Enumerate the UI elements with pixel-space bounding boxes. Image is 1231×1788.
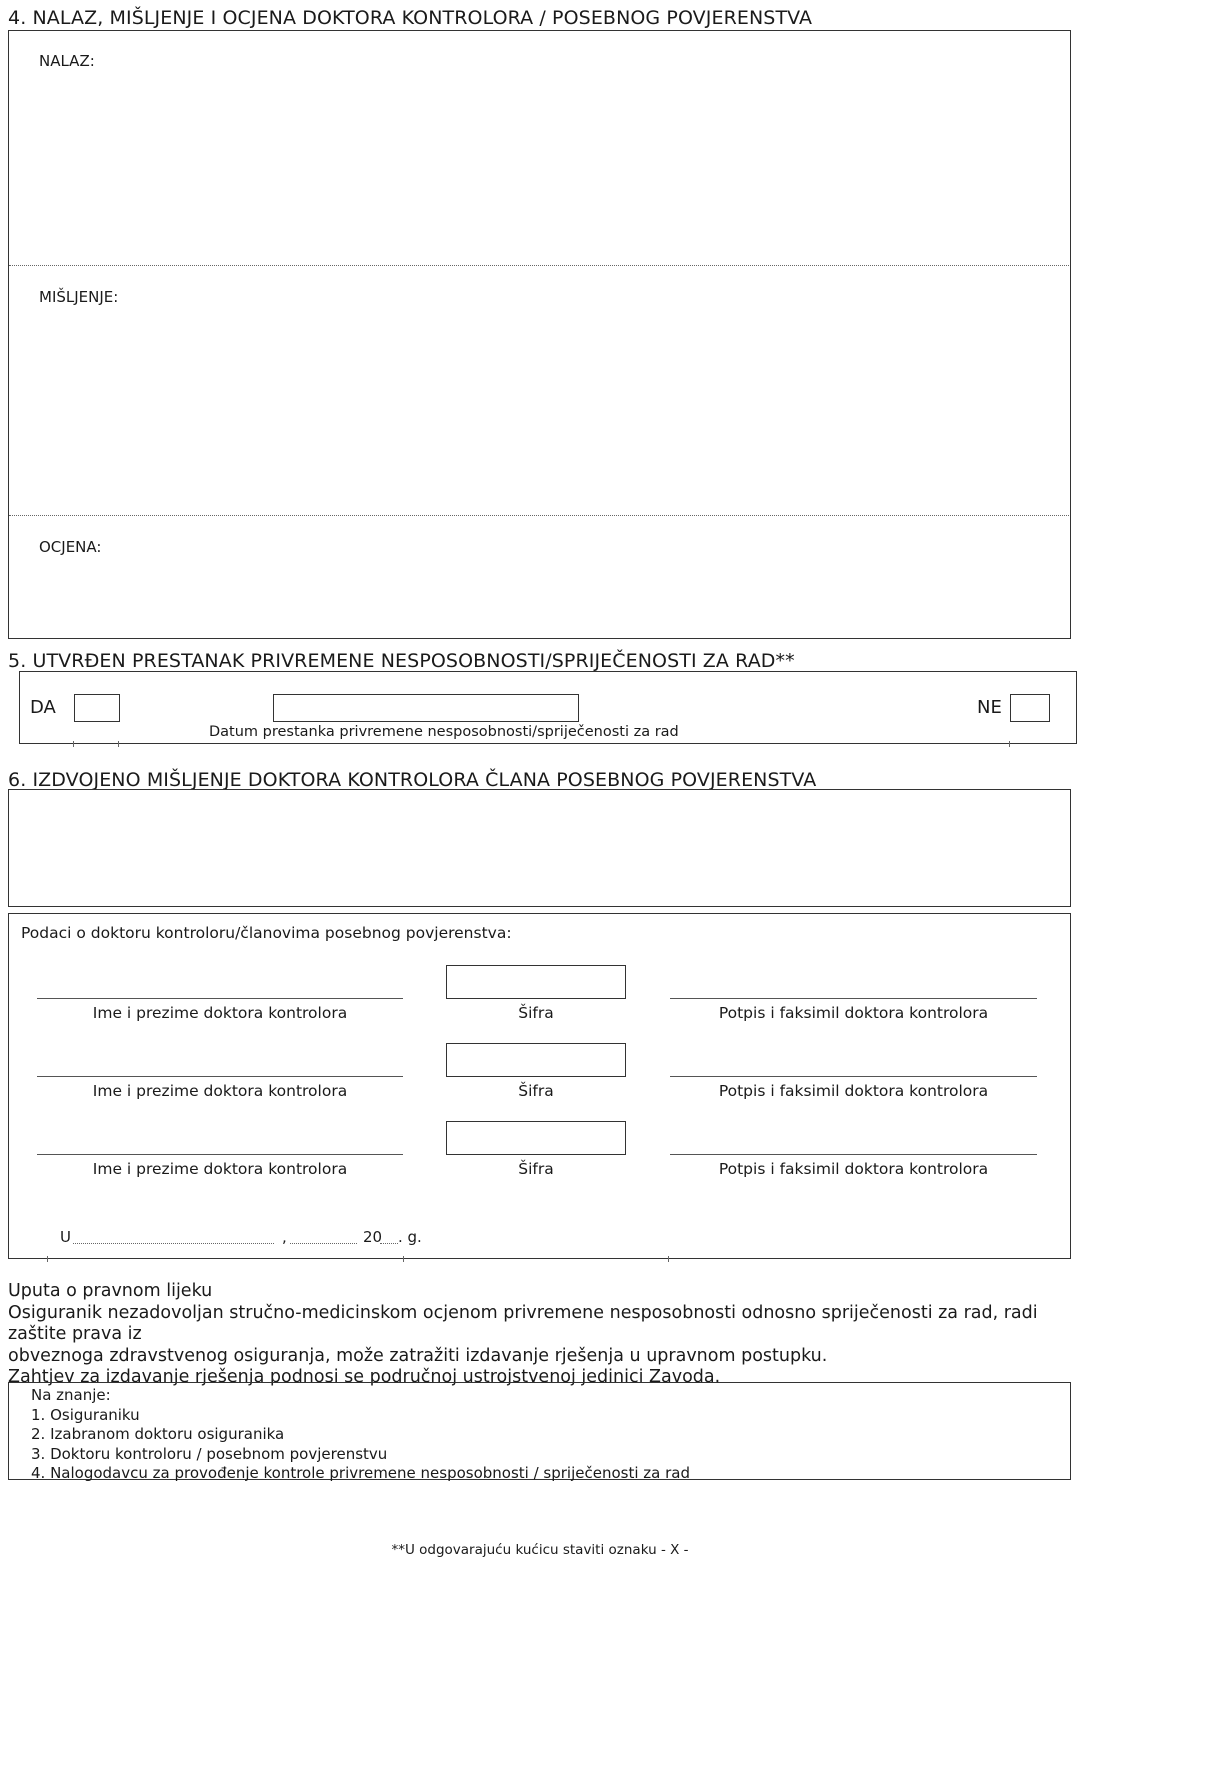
section-5-box	[19, 671, 1077, 744]
legal-remedy-text: Osiguranik nezadovoljan stručno-medicinskom ocjenom privremene nesposobnosti odnosno spriječenosti za rad, radi zaštite prava iz	[8, 1302, 1038, 1344]
section-4-title: 4. NALAZ, MIŠLJENJE I OCJENA DOKTORA KONTROLORA / POSEBNOG POVJERENSTVA	[8, 7, 813, 29]
distribution-list	[31, 1386, 690, 1484]
date-field[interactable]	[290, 1243, 357, 1244]
doctor-signature-line[interactable]	[670, 1076, 1037, 1077]
legal-remedy	[8, 1281, 1068, 1389]
ocjena-label: OCJENA:	[39, 538, 102, 556]
distribution-item: 2. Izabranom doktoru osiguranika	[31, 1425, 285, 1443]
doctor-signature-caption: Potpis i faksimil doktora kontrolora	[718, 1004, 989, 1022]
nalaz-label: NALAZ:	[39, 52, 95, 70]
section-5-title: 5. UTVRĐEN PRESTANAK PRIVREMENE NESPOSOBNOSTI/SPRIJEČENOSTI ZA RAD**	[8, 650, 795, 672]
doctor-code-field[interactable]	[446, 965, 626, 999]
section-6-title: 6. IZDVOJENO MIŠLJENJE DOKTORA KONTROLORA ČLANA POSEBNOG POVJERENSTVA	[8, 769, 817, 791]
doctor-signature-caption: Potpis i faksimil doktora kontrolora	[718, 1082, 989, 1100]
comma: ,	[282, 1228, 287, 1246]
misljenje-field[interactable]	[9, 301, 1069, 511]
distribution-item: 4. Nalogodavcu za provođenje kontrole privremene nesposobnosti / spriječenosti za rad	[31, 1464, 691, 1482]
doctors-box	[8, 913, 1071, 1259]
divider	[9, 265, 1069, 266]
doctor-code-field[interactable]	[446, 1043, 626, 1077]
year-field[interactable]	[380, 1243, 398, 1244]
doctor-code-caption: Šifra	[518, 1082, 554, 1100]
doctor-name-caption: Ime i prezime doktora kontrolora	[92, 1004, 348, 1022]
distribution-item: 1. Osiguraniku	[31, 1405, 140, 1424]
doctor-name-caption: Ime i prezime doktora kontrolora	[92, 1082, 348, 1100]
legal-remedy-text: obveznoga zdravstvenog osiguranja, može zatražiti izdavanje rješenja u upravnom postupku.	[8, 1345, 828, 1366]
ocjena-field[interactable]	[9, 553, 1069, 633]
doctor-name-line[interactable]	[37, 998, 403, 999]
ne-checkbox[interactable]	[1010, 694, 1050, 722]
section-4-box	[8, 30, 1071, 639]
doctor-name-caption: Ime i prezime doktora kontrolora	[92, 1160, 348, 1178]
place-field[interactable]	[73, 1243, 274, 1244]
doctor-name-line[interactable]	[37, 1076, 403, 1077]
da-label: DA	[30, 697, 56, 718]
year-prefix: 20	[363, 1228, 383, 1246]
tick-mark	[73, 741, 74, 747]
footnote: **U odgovarajuću kućicu staviti oznaku - X -	[391, 1542, 689, 1558]
doctor-code-caption: Šifra	[518, 1004, 554, 1022]
tick-mark	[403, 1256, 404, 1262]
da-checkbox[interactable]	[74, 694, 120, 722]
ne-label: NE	[977, 697, 1002, 718]
misljenje-label: MIŠLJENJE:	[39, 288, 119, 306]
legal-remedy-title: Uputa o pravnom lijeku	[8, 1281, 213, 1301]
tick-mark	[47, 1256, 48, 1262]
distribution-item: 3. Doktoru kontroloru / posebnom povjerenstvu	[31, 1444, 388, 1463]
legal-remedy-text: Zahtjev za izdavanje rješenja podnosi se područnoj ustrojstvenoj jedinici Zavoda.	[8, 1367, 721, 1387]
doctor-code-field[interactable]	[446, 1121, 626, 1155]
doctor-signature-caption: Potpis i faksimil doktora kontrolora	[718, 1160, 989, 1178]
doctor-signature-line[interactable]	[670, 998, 1037, 999]
place-prefix: U	[60, 1228, 71, 1246]
year-suffix: . g.	[398, 1228, 422, 1246]
distribution-heading: Na znanje:	[31, 1386, 111, 1404]
nalaz-field[interactable]	[9, 63, 1069, 263]
divider	[9, 515, 1069, 516]
date-caption: Datum prestanka privremene nesposobnosti/spriječenosti za rad	[209, 724, 679, 740]
termination-date-field[interactable]	[273, 694, 579, 722]
tick-mark	[1009, 741, 1010, 747]
doctor-signature-line[interactable]	[670, 1154, 1037, 1155]
doctor-name-line[interactable]	[37, 1154, 403, 1155]
tick-mark	[668, 1256, 669, 1262]
tick-mark	[118, 741, 119, 747]
distribution-box	[8, 1382, 1071, 1480]
separate-opinion-field[interactable]	[8, 789, 1071, 907]
doctors-heading: Podaci o doktoru kontroloru/članovima posebnog povjerenstva:	[21, 924, 512, 942]
doctor-code-caption: Šifra	[518, 1160, 554, 1178]
